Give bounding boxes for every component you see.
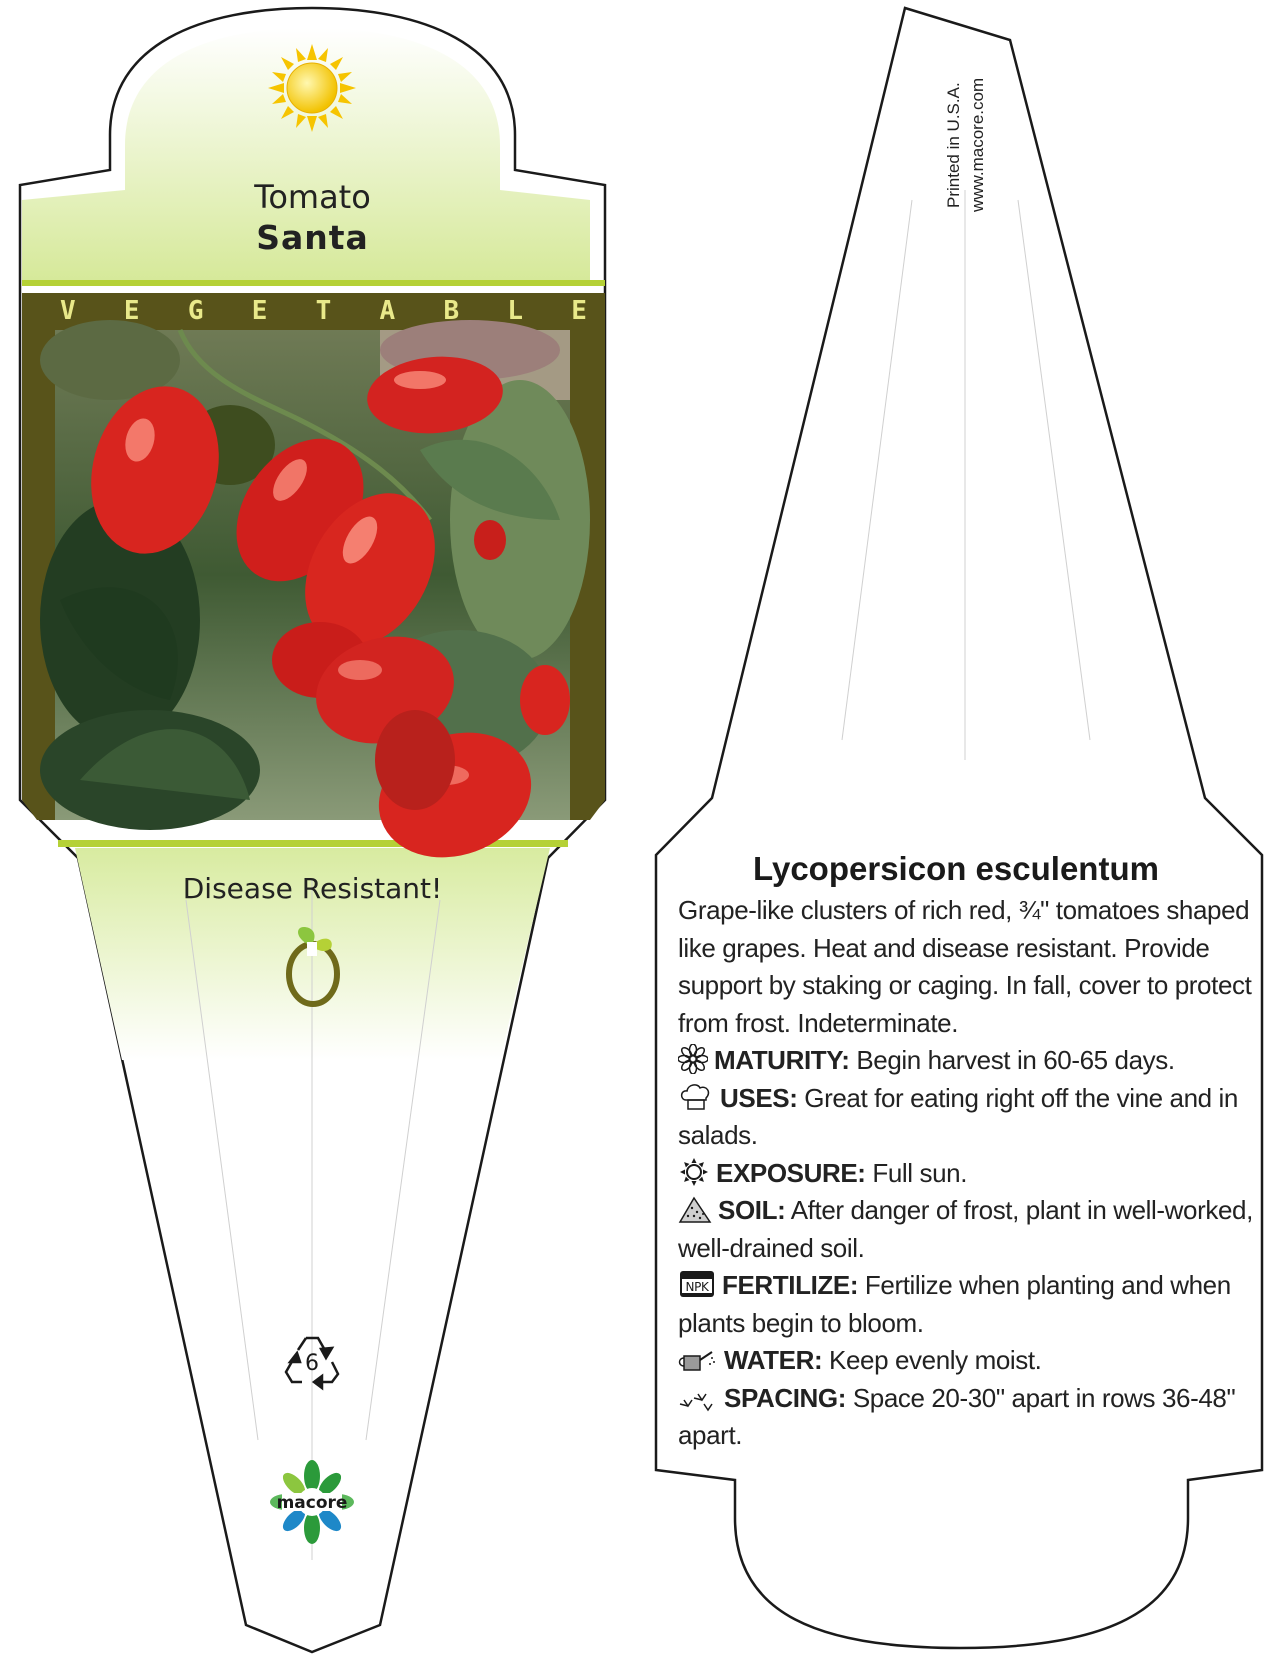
spacing-icon bbox=[678, 1382, 718, 1412]
care-text: After danger of frost, plant in well-worked, well-drained soil. bbox=[678, 1195, 1253, 1263]
svg-text:NPK: NPK bbox=[685, 1280, 709, 1294]
category-letter: E bbox=[251, 296, 268, 326]
care-label: SOIL: bbox=[718, 1195, 786, 1225]
tomato-photo bbox=[40, 320, 590, 878]
category-letter: T bbox=[315, 296, 332, 326]
sun-icon bbox=[268, 44, 356, 132]
care-text: Keep evenly moist. bbox=[822, 1345, 1042, 1375]
care-label: MATURITY: bbox=[714, 1045, 850, 1075]
care-text: Full sun. bbox=[865, 1157, 968, 1188]
flower-icon bbox=[678, 1044, 708, 1074]
care-label: EXPOSURE: bbox=[716, 1157, 866, 1188]
care-item bbox=[678, 1192, 1258, 1267]
care-text: Great for eating right off the vine and in salads. bbox=[678, 1082, 1238, 1150]
care-item bbox=[678, 1342, 1258, 1380]
care-label: WATER: bbox=[724, 1345, 823, 1375]
chef-hat-icon bbox=[678, 1082, 714, 1112]
header-rule bbox=[22, 280, 605, 286]
tomato bbox=[375, 710, 455, 810]
care-item bbox=[678, 1380, 1258, 1455]
category-letter: L bbox=[507, 296, 523, 326]
category-letter: V bbox=[60, 296, 76, 326]
care-info bbox=[678, 892, 1258, 1455]
care-text: Space 20-30" apart in rows 36-48" apart. bbox=[678, 1382, 1236, 1450]
common-name: Tomato bbox=[254, 178, 371, 216]
care-label: FERTILIZE: bbox=[722, 1270, 859, 1300]
botanical-name: Lycopersicon esculentum bbox=[753, 850, 1159, 887]
tomato bbox=[474, 520, 506, 560]
care-item bbox=[678, 1267, 1258, 1342]
tagline: Disease Resistant! bbox=[182, 872, 443, 905]
category-letter: B bbox=[443, 296, 460, 326]
care-item bbox=[678, 1080, 1258, 1155]
care-text: Begin harvest in 60-65 days. bbox=[849, 1045, 1175, 1075]
care-label: SPACING: bbox=[724, 1382, 846, 1413]
website-label: www.macore.com bbox=[968, 77, 987, 212]
watering-can-icon bbox=[678, 1344, 718, 1374]
printed-in-label: Printed in U.S.A. bbox=[944, 82, 963, 208]
category-letter: E bbox=[123, 296, 140, 326]
sun-outline-icon bbox=[678, 1157, 710, 1187]
care-label: USES: bbox=[720, 1082, 798, 1113]
care-list bbox=[678, 1042, 1258, 1455]
category-letter: A bbox=[379, 296, 396, 326]
variety-name: Santa bbox=[256, 218, 369, 257]
brand-wordmark: macore bbox=[276, 1493, 348, 1513]
care-text: Fertilize when planting and when plants begin to bloom. bbox=[678, 1270, 1231, 1338]
category-label bbox=[22, 296, 605, 326]
category-letter: E bbox=[571, 296, 587, 326]
tomato bbox=[520, 665, 570, 735]
recycle-number: 6 bbox=[305, 1351, 319, 1376]
care-item bbox=[678, 1155, 1258, 1193]
soil-pile-icon bbox=[678, 1194, 712, 1224]
npk-icon bbox=[678, 1269, 716, 1299]
care-item bbox=[678, 1042, 1258, 1080]
category-letter: G bbox=[187, 296, 204, 326]
description: Grape-like clusters of rich red, ¾" tomatoes shaped like grapes. Heat and disease resistant. Provide support by staking or caging. In fall, cover to protect from frost. Indeterminate. bbox=[678, 895, 1252, 1038]
